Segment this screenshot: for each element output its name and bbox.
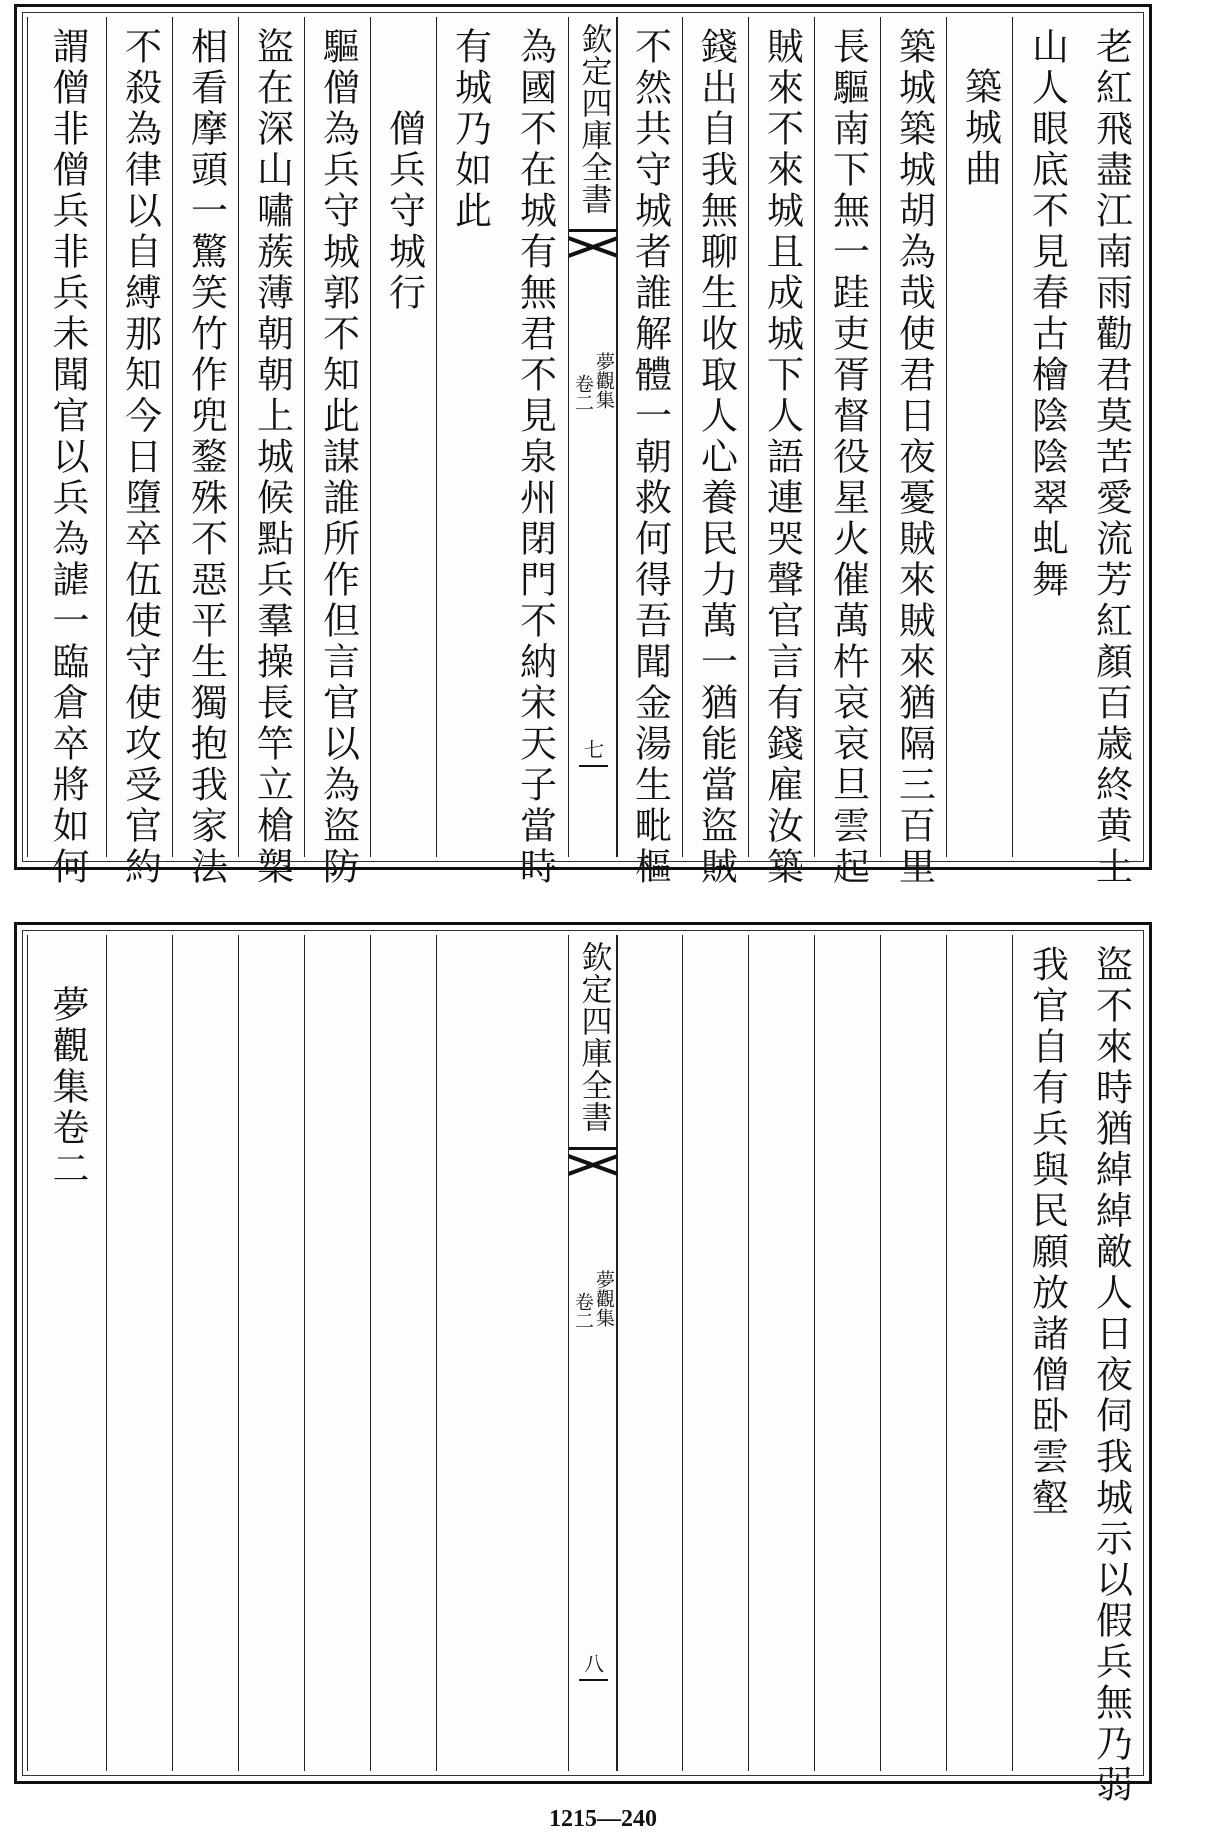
column-text: 錢出自我無聊生收取人心養民力萬一猶能當盜賊 [694,27,738,888]
fold-book-info [573,352,613,412]
poem-title: 僧兵守城行 [382,109,426,314]
empty-column [106,935,173,1771]
empty-column [616,935,683,1771]
fold-page-number: 七 [579,739,608,767]
empty-column [502,935,568,1771]
column-text: 為國不在城有無君不見泉州閉門不納宋天子當時 [513,27,557,888]
column-text: 有城乃如此 [448,27,492,232]
center-fold [568,17,618,857]
text-column [1080,17,1142,888]
empty-column [880,935,947,1771]
fold-title: 欽定四庫全書 [575,23,612,215]
text-column [1080,935,1142,1806]
column-text: 謂僧非僧兵非兵未聞官以兵為謔一臨倉卒將如何 [46,27,89,888]
fold-page-number: 八 [579,1653,608,1681]
column-text: 山人眼底不見春古檜陰陰翠虬舞 [1025,27,1069,601]
fold-title: 欽定四庫全書 [575,941,612,1133]
text-column [616,17,683,888]
empty-column [682,935,749,1771]
column-text: 築城築城胡為哉使君日夜憂賊來賊來猶隔三百里 [892,27,936,888]
fold-volume: 卷二 [572,1292,594,1330]
fold-book-name: 夢觀集 [593,1270,615,1327]
text-column [1012,17,1081,857]
volume-end-title: 夢觀集卷二 [46,985,89,1190]
lower-page [14,922,1152,1806]
text-column [880,17,947,888]
column-text: 驅僧為兵守城郭不知此謀誰所作但言官以為盜防 [316,27,360,888]
poem-title: 築城曲 [958,67,1002,190]
column-text: 長驅南下無一跬吏胥督役星火催萬杵哀哀旦雲起 [826,27,870,888]
column-text: 相看摩頭一驚笑竹作兜鍪殊不惡平生獨抱我家法 [184,27,228,888]
fold-book-name: 夢觀集 [593,352,615,409]
column-text: 賊來不來城且成城下人語連哭聲官言有錢雇汝築 [760,27,804,888]
text-column [172,17,239,888]
fish-tail-mark [569,229,617,262]
empty-column [370,935,437,1771]
text-column [814,17,881,888]
text-column [27,935,107,1771]
fold-book-info [573,1270,613,1330]
center-fold [568,935,618,1771]
fish-tail-mark [569,1147,617,1180]
empty-column [946,935,1013,1771]
column-text: 不然共守城者誰解體一朝救何得吾聞金湯生毗樞 [628,27,672,888]
empty-column [304,935,371,1771]
text-column [304,17,371,888]
text-column [1012,935,1081,1771]
text-column [370,17,437,857]
text-column [238,17,305,888]
column-text: 盜在深山嘯蔟薄朝朝上城候點兵羣操長竿立槍槊 [250,27,294,888]
empty-column [238,935,305,1771]
upper-page [14,4,1152,888]
empty-column [814,935,881,1771]
text-column [27,17,107,888]
column-text: 我官自有兵與民願放諸僧卧雲壑 [1025,945,1069,1519]
empty-column [748,935,815,1771]
fold-volume: 卷二 [572,374,594,412]
column-text: 不殺為律以自縛那知今日墮卒伍使守使攻受官約 [118,27,162,888]
text-column [682,17,749,888]
column-text: 老紅飛盡江南雨勸君莫苦愛流芳紅顏百歳終黄土 [1089,27,1133,888]
text-column [502,17,568,888]
text-column [436,17,503,857]
empty-column [436,935,503,1771]
text-column [748,17,815,888]
page-footer-number: 1215—240 [549,1806,657,1832]
column-text: 盜不來時猶綽綽敵人日夜伺我城示以假兵無乃弱 [1089,945,1133,1806]
empty-column [172,935,239,1771]
text-column [106,17,173,888]
text-column [946,17,1013,857]
